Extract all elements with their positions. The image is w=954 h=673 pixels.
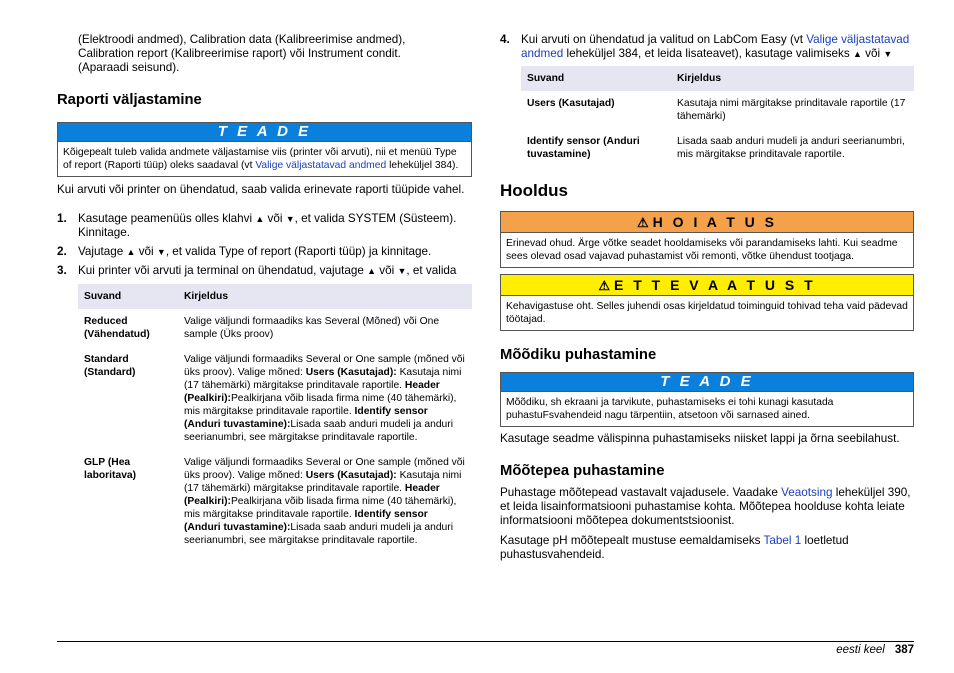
- caution-icon: ⚠: [598, 278, 610, 294]
- cont-line: (Elektroodi andmed), Calibration data (Kalibreerimise andmed),: [78, 33, 406, 46]
- footer-language: eesti keel: [836, 644, 885, 656]
- notice-title: T E A D E: [58, 123, 471, 142]
- meter-cleaning-paragraph: Kasutage seadme välispinna puhastamiseks niisket lappi ja õrna seebilahust.: [500, 432, 900, 446]
- down-arrow-icon: ▼: [397, 266, 407, 277]
- warning-title: ⚠ H O I A T U S: [501, 212, 913, 233]
- warning-icon: ⚠: [637, 215, 649, 231]
- left-table-wrap: [57, 284, 472, 553]
- left-column: [57, 33, 472, 553]
- intro-paragraph: Kui arvuti või printer on ühendatud, saab valida erinevate raporti tüüpide vahel.: [57, 182, 465, 196]
- link-select-output[interactable]: Valige väljastatavad andmed: [521, 33, 910, 61]
- right-column: [500, 33, 914, 563]
- link-troubleshooting[interactable]: Veaotsing: [781, 485, 833, 499]
- footer-divider: [57, 641, 914, 642]
- right-table-wrap: [500, 66, 914, 167]
- down-arrow-icon: ▼: [156, 247, 166, 258]
- labcom-options-table: [521, 66, 914, 167]
- table-header: Kirjeldus: [178, 284, 472, 309]
- step-item: 2. Vajutage ▲ või ▼, et valida Type of report (Raporti tüüp) ja kinnitage.: [57, 245, 432, 259]
- step-item: 1. Kasutage peamenüüs olles klahvi ▲ või ▼, et valida SYSTEM (Süsteem). Kinnitage.: [57, 211, 457, 240]
- step-item: 4. Kui arvuti on ühendatud ja valitud on LabCom Easy (vt Valige väljastatavad andmed leheküljel 384, et leida lisateavet), kasutage valimiseks ▲ või ▼: [500, 33, 910, 61]
- up-arrow-icon: ▲: [255, 213, 265, 224]
- link-select-output[interactable]: Valige väljastatavad andmed: [255, 159, 387, 171]
- caution-text: Kehavigastuse oht. Selles juhendi osas kirjeldatud toiminguid tohivad teha vaid pädevad töötajad.: [506, 301, 908, 326]
- page-footer: [836, 643, 914, 657]
- steps-list-continued: [500, 33, 914, 61]
- up-arrow-icon: ▲: [853, 49, 862, 60]
- heading-report-output: Raporti väljastamine: [57, 91, 202, 108]
- heading-probe-cleaning: Mõõtepea puhastamine: [500, 462, 665, 479]
- heading-maintenance: Hooldus: [500, 181, 568, 201]
- caution-box: [500, 274, 914, 331]
- table-row: Standard (Standard) Valige väljundi formaadiks Several or One sample (mõned või üks proov). Valige mõned: Users (Kasutajad): Kasutaja nimi (17 tähemärki) märgitakse prinditavale raportile. Header (Pealkiri):Pealkirjana võib lisada firma nime (40 tähemärki), mis märgitakse prinditavale raportile. Identify sensor (Anduri tuvastamine):Lisada saab anduri mudeli ja anduri seerianumbri, see märgitakse prinditavale raportile.: [84, 353, 465, 443]
- table-header-row: [78, 284, 472, 309]
- table-row: GLP (Hea laboritava) Valige väljundi formaadiks Several or One sample (mõned või üks proov). Valige mõned: Users (Kasutajad): Kasutaja nimi (17 tähemärki) märgitakse prinditavale raportile. Header (Pealkiri):Pealkirjana võib lisada firma nime (40 tähemärki), mis märgitakse prinditavale raportile. Identify sensor (Anduri tuvastamine):Lisada saab anduri mudeli ja anduri seerianumbri, see märgitakse prinditavale raportile.: [84, 456, 465, 546]
- notice-title: T E A D E: [501, 373, 913, 392]
- table-header-row: [521, 66, 914, 91]
- notice-box: [57, 122, 472, 177]
- table-header: Kirjeldus: [671, 66, 914, 91]
- warning-box: [500, 211, 914, 268]
- link-table-1[interactable]: Tabel 1: [763, 534, 802, 548]
- notice-text: Kõigepealt tuleb valida andmete väljastamise viis (printer või arvuti), nii et menüü Type of report (Raporti tüüp) oleks saadaval (vt Valige väljastatavad andmed leheküljel 384).: [63, 146, 459, 171]
- table-header: Suvand: [78, 284, 178, 309]
- notice-text: Mõõdiku, sh ekraani ja tarvikute, puhastamiseks ei tohi kunagi kasutada puhastuFsvahendeid nagu tärpentiin, atsetoon või sarnased ained.: [506, 397, 834, 422]
- caution-title: ⚠ E T T E V A A T U S T: [501, 275, 913, 296]
- cont-line: Calibration report (Kalibreerimise raport) või Instrument condit.: [78, 47, 401, 61]
- step-item: 3. Kui printer või arvuti ja terminal on ühendatud, vajutage ▲ või ▼, et valida: [57, 264, 457, 278]
- table-row: Reduced (Vähendatud) Valige väljundi formaadiks kas Several (Mõned) või One sample (Üks proov): [84, 315, 440, 340]
- probe-cleaning-paragraph: Puhastage mõõtepead vastavalt vajadusele. Vaadake Veaotsing leheküljel 390, et leida lisainformatsiooni puhastamise kohta. Mõõtepea hoolduse kohta leiate informatsiooni mõõtepea dokumentstsioonist.: [500, 485, 911, 528]
- down-arrow-icon: ▼: [883, 49, 893, 60]
- warning-text: Erinevad ohud. Ärge võtke seadet hooldamiseks või parandamiseks lahti. Kui seadme sees olevad osad vajavad puhastamist või remonti, võtke ühendust tootjaga.: [506, 238, 898, 263]
- continued-list-text: [57, 33, 472, 76]
- report-options-table: [78, 284, 472, 553]
- down-arrow-icon: ▼: [285, 213, 295, 224]
- cont-line: (Aparaadi seisund).: [78, 61, 180, 75]
- page-number: 387: [894, 644, 914, 656]
- up-arrow-icon: ▲: [367, 266, 377, 277]
- heading-meter-cleaning: Mõõdiku puhastamine: [500, 347, 657, 364]
- ph-cleaning-paragraph: Kasutage pH mõõtepealt mustuse eemaldamiseks Tabel 1 loetletud puhastusvahendeid.: [500, 534, 849, 562]
- up-arrow-icon: ▲: [126, 247, 136, 258]
- notice-box: [500, 372, 914, 427]
- table-header: Suvand: [521, 66, 671, 91]
- steps-list: [57, 212, 472, 279]
- table-row: Identify sensor (Anduri tuvastamine) Lisada saab anduri mudeli ja anduri seerianumbri, mis märgitakse prinditavale raportile.: [527, 136, 905, 161]
- table-row: Users (Kasutajad) Kasutaja nimi märgitakse prinditavale raportile (17 tähemärki): [527, 98, 906, 123]
